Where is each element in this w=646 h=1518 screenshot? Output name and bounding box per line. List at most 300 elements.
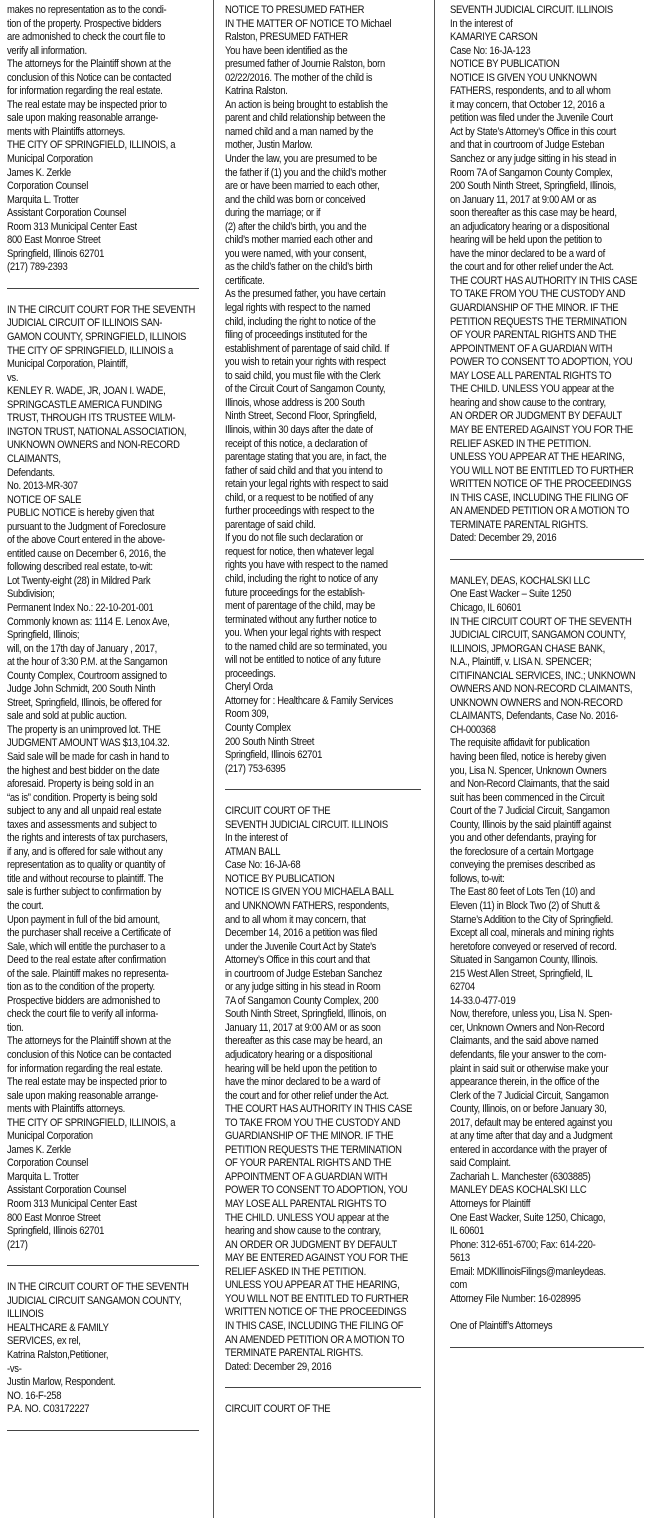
notice-divider (225, 789, 421, 790)
notice-divider (7, 288, 199, 289)
legal-notice (7, 1281, 199, 1416)
notice-line: The property is an unimproved lot. THE (7, 723, 161, 736)
notice-line: at the hour of 3:30 P.M. at the Sangamon (7, 656, 168, 669)
notice-line: (217) 753-6395 (225, 762, 286, 775)
notice-line: In the interest of (225, 832, 288, 845)
column-1 (7, 4, 199, 1446)
notice-line: Clerk of the 7 Judicial Circuit, Sangamon (450, 1089, 609, 1102)
notice-divider (225, 1387, 421, 1388)
notice-line: NOTICE BY PUBLICATION (450, 58, 560, 71)
notice-line: defendants, file your answer to the com- (450, 1049, 607, 1062)
notice-line: January 11, 2017 at 9:00 AM or as soon (225, 1021, 381, 1034)
notice-line: POWER TO CONSENT TO ADOPTION, YOU (450, 356, 633, 369)
notice-line: OWNERS AND NON-RECORD CLAIMANTS, (450, 683, 633, 696)
notice-line: Ninth Street, Second Floor, Springfield, (225, 410, 377, 423)
notice-line: you wish to retain your rights with respect (225, 356, 386, 369)
notice-line: NOTICE TO PRESUMED FATHER (225, 4, 365, 16)
notice-line: (217) (7, 1238, 28, 1251)
notice-line: for information regarding the real estate. (7, 85, 163, 98)
notice-line: child, including the right to notice of any (225, 572, 378, 585)
notice-line: have the minor declared to be a ward of (450, 247, 605, 260)
notice-line: NOTICE OF SALE (7, 493, 82, 506)
legal-notice (225, 1403, 421, 1417)
notice-divider (7, 1430, 199, 1431)
notice-line: Subdivision; (7, 588, 55, 601)
notice-line: sale upon making reasonable arrange- (7, 1089, 159, 1102)
notice-line: YOU WILL NOT BE ENTITLED TO FURTHER (450, 464, 634, 477)
notice-line: filing of proceedings instituted for the (225, 329, 368, 342)
notice-line: Defendants. (7, 466, 55, 479)
notice-line: Assistant Corporation Counsel (7, 1184, 127, 1197)
notice-line: SEVENTH JUDICIAL CIRCUIT. ILLINOIS (225, 818, 388, 831)
notice-line: 200 South Ninth Street, Springfield, Illinois, (450, 180, 617, 193)
notice-line: tion of the property. Prospective bidders (7, 17, 162, 30)
notice-line: Springfield, Illinois 62701 (225, 749, 323, 762)
notice-line: proceedings. (225, 667, 276, 680)
notice-line: following described real estate, to-wit: (7, 561, 153, 574)
notice-line: ILLINOIS, JPMORGAN CHASE BANK, (450, 642, 605, 655)
notice-line: ILLINOIS (7, 1308, 44, 1321)
notice-line: One of Plaintiff’s Attorneys (450, 1319, 553, 1332)
notice-line: MANLEY DEAS KOCHALSKI LLC (450, 1184, 587, 1197)
notice-line: AN ORDER OR JUDGMENT BY DEFAULT (450, 410, 623, 423)
notice-line: appearance therein, in the office of the (450, 1076, 600, 1089)
notice-line: Katrina Ralston. (225, 85, 288, 98)
notice-line: Attorney for : Healthcare & Family Services (225, 694, 393, 707)
notice-line: Attorney’s Office in this court and that (225, 954, 370, 967)
notice-line: entitled cause on December 6, 2016, the (7, 547, 166, 560)
notice-line: Attorneys for Plaintiff (450, 1198, 531, 1211)
notice-line: THE CHILD. UNLESS YOU appear at the (450, 383, 614, 396)
notice-line: AN AMENDED PETITION OR A MOTION TO (225, 1333, 405, 1346)
notice-line: You have been identified as the (225, 44, 348, 57)
notice-line: IN THE MATTER OF NOTICE TO Michael (225, 17, 392, 30)
notice-line: One East Wacker, Suite 1250, Chicago, (450, 1211, 606, 1224)
notice-line: One East Wacker – Suite 1250 (450, 588, 572, 601)
notice-line: Springfield, Illinois 62701 (7, 247, 105, 260)
notice-line: will not be entitled to notice of any future (225, 654, 381, 667)
notice-line: County, Illinois by the said plaintiff against (450, 818, 611, 831)
notice-divider (450, 559, 644, 560)
notice-line: 02/22/2016. The mother of the child is (225, 71, 373, 84)
legal-notice (225, 805, 421, 1374)
notice-line: KAMARIYE CARSON (450, 31, 538, 44)
notice-line: 800 East Monroe Street (7, 1211, 101, 1224)
column-3 (450, 4, 644, 1363)
notice-line: The real estate may be inspected prior to (7, 1076, 167, 1089)
notice-line: MAY BE ENTERED AGAINST YOU FOR THE (450, 423, 633, 436)
notice-line: December 14, 2016 a petition was filed (225, 927, 378, 940)
notice-line: tion as to the condition of the property. (7, 981, 155, 994)
notice-line: to the named child are so terminated, you (225, 640, 387, 653)
notice-line: of the Circuit Court of Sangamon County, (225, 383, 386, 396)
notice-line: named child and a man named by the (225, 125, 374, 138)
notice-line: AN ORDER OR JUDGMENT BY DEFAULT (225, 1238, 398, 1251)
notice-line: JUDICIAL CIRCUIT OF ILLINOIS SAN- (7, 317, 163, 330)
notice-line: PETITION REQUESTS THE TERMINATION (450, 315, 627, 328)
notice-line: SEVENTH JUDICIAL CIRCUIT. ILLINOIS (450, 4, 613, 16)
notice-line: thereafter as this case may be heard, an (225, 1035, 383, 1048)
notice-line: NOTICE IS GIVEN YOU UNKNOWN (450, 71, 597, 84)
notice-line: the court and for other relief under the Act. (225, 1089, 389, 1102)
notice-line: establishment of parentage of said child. If (225, 342, 389, 355)
notice-line: MAY LOSE ALL PARENTAL RIGHTS TO (450, 369, 612, 382)
notice-line: will, on the 17th day of January , 2017, (7, 642, 157, 655)
notice-line: sale is further subject to confirmation by (7, 886, 162, 899)
notice-line: Starne’s Addition to the City of Springfield. (450, 913, 613, 926)
notice-line: UNLESS YOU APPEAR AT THE HEARING, (450, 451, 625, 464)
notice-line: Municipal Corporation, Plaintiff, (7, 358, 128, 371)
notice-line: CH-000368 (450, 723, 496, 736)
notice-line: KENLEY R. WADE, JR, JOAN I. WADE, (7, 385, 166, 398)
notice-line: hearing will be held upon the petition to (450, 234, 602, 247)
notice-line: the father if (1) you and the child’s mother (225, 166, 387, 179)
notice-line: YOU WILL NOT BE ENTITLED TO FURTHER (225, 1292, 409, 1305)
notice-line: N.A., Plaintiff, v. LISA N. SPENCER; (450, 656, 592, 669)
notice-line: 5613 (450, 1252, 470, 1265)
notice-line: child, or a request to be notified of any (225, 491, 374, 504)
notice-line: during the marriage; or if (225, 207, 321, 220)
notice-line: you and other defendants, praying for (450, 832, 597, 845)
notice-line: Springfield, Illinois 62701 (7, 1225, 105, 1238)
notice-line: Cheryl Orda (225, 681, 273, 694)
notice-line: The attorneys for the Plaintiff shown at the (7, 1035, 171, 1048)
notice-line: ments with Plaintiffs attorneys. (7, 1103, 125, 1116)
notice-line: SERVICES, ex rel, (7, 1335, 81, 1348)
notice-line: CLAIMANTS, Defendants, Case No. 2016- (450, 710, 619, 723)
legal-notice (450, 575, 644, 1334)
notice-line: APPOINTMENT OF A GUARDIAN WITH (225, 1170, 388, 1183)
notice-line: certificate. (225, 274, 265, 287)
notice-line: Room 313 Municipal Center East (7, 1198, 137, 1211)
notice-line: verify all information. (7, 44, 87, 57)
notice-line: THE COURT HAS AUTHORITY IN THIS CASE (450, 274, 638, 287)
notice-line: MANLEY, DEAS, KOCHALSKI LLC (450, 574, 590, 587)
notice-line: Court of the 7 Judicial Circuit, Sangamon (450, 805, 610, 818)
notice-line: presumed father of Journie Ralston, born (225, 58, 385, 71)
notice-line: and the child was born or conceived (225, 193, 366, 206)
notice-line: Corporation Counsel (7, 180, 89, 193)
notice-line: the court and for other relief under the Act. (450, 261, 614, 274)
notice-line: MAY BE ENTERED AGAINST YOU FOR THE (225, 1252, 408, 1265)
notice-line: on January 11, 2017 at 9:00 AM or as (450, 193, 597, 206)
notice-line: sale and sold at public auction. (7, 710, 127, 723)
notice-line: Judge John Schmidt, 200 South Ninth (7, 683, 156, 696)
notice-line: heretofore conveyed or reserved of record. (450, 940, 617, 953)
notice-line: THE CHILD. UNLESS YOU appear at the (225, 1211, 389, 1224)
notice-line: at any time after that day and a Judgment (450, 1130, 613, 1143)
notice-line: Phone: 312-651-6700; Fax: 614-220- (450, 1238, 596, 1251)
notice-line: are admonished to check the court file to (7, 31, 166, 44)
notice-line: Commonly known as: 1114 E. Lenox Ave, (7, 615, 170, 628)
notice-line: in courtroom of Judge Esteban Sanchez (225, 967, 383, 980)
notice-line: having been filed, notice is hereby given (450, 750, 606, 763)
notice-line: UNKNOWN OWNERS and NON-RECORD (450, 696, 623, 709)
notice-line: have the minor declared to be a ward of (225, 1076, 380, 1089)
legal-notice (7, 4, 199, 275)
notice-line: Upon payment in full of the bid amount, (7, 913, 160, 926)
notice-line: THE COURT HAS AUTHORITY IN THIS CASE (225, 1103, 413, 1116)
notice-line: PETITION REQUESTS THE TERMINATION (225, 1143, 402, 1156)
notice-line: If you do not file such declaration or (225, 532, 363, 545)
notice-line: NO. 16-F-258 (7, 1389, 62, 1402)
notice-line: IN THE CIRCUIT COURT FOR THE SEVENTH (7, 303, 196, 316)
notice-line: Zachariah L. Manchester (6303885) (450, 1170, 591, 1183)
notice-line: P.A. NO. C03172227 (7, 1403, 90, 1416)
notice-line: APPOINTMENT OF A GUARDIAN WITH (450, 342, 613, 355)
notice-line: Illinois, within 30 days after the date of (225, 423, 373, 436)
notice-line: retain your legal rights with respect to said (225, 478, 389, 491)
notice-line: an adjudicatory hearing or a dispositional (450, 220, 610, 233)
notice-line: 2017, default may be entered against you (450, 1116, 613, 1129)
notice-line: Attorney File Number: 16-028995 (450, 1292, 581, 1305)
notice-line: Now, therefore, unless you, Lisa N. Spen- (450, 1008, 613, 1021)
notice-line: Katrina Ralston,Petitioner, (7, 1348, 109, 1361)
notice-line: Room 7A of Sangamon County Complex, (450, 166, 613, 179)
notice-line: Chicago, IL 60601 (450, 601, 522, 614)
notice-line: parent and child relationship between the (225, 112, 386, 125)
notice-line: IN THIS CASE, INCLUDING THE FILING OF (450, 491, 629, 504)
notice-line: Email: MDKIllinoisFilings@manleydeas. (450, 1265, 606, 1278)
notice-line: CLAIMANTS, (7, 452, 61, 465)
notice-line: (2) after the child’s birth, you and the (225, 220, 367, 233)
notice-line: IN THE CIRCUIT COURT OF THE SEVENTH (450, 615, 632, 628)
notice-line: you were named, with your consent, (225, 247, 367, 260)
notice-line: hearing and show cause to the contrary, (450, 396, 606, 409)
column-rule-1 (213, 0, 214, 1518)
notice-line: Deed to the real estate after confirmation (7, 954, 166, 967)
notice-line: Illinois, whose address is 200 South (225, 396, 365, 409)
notice-line: of the sale. Plaintiff makes no representa- (7, 967, 169, 980)
notice-line: follows, to-wit: (450, 872, 505, 885)
notice-line: Case No: 16-JA-68 (225, 859, 301, 872)
notice-line: NOTICE BY PUBLICATION (225, 872, 335, 885)
notice-line: Dated: December 29, 2016 (225, 1360, 332, 1373)
notice-line: the foreclosure of a certain Mortgage (450, 845, 594, 858)
notice-line: Act by State’s Attorney’s Office in this court (450, 125, 616, 138)
notice-line: County Complex (225, 721, 291, 734)
notice-line: An action is being brought to establish the (225, 98, 388, 111)
notice-line: GUARDIANSHIP OF THE MINOR. IF THE (450, 302, 619, 315)
notice-line: IN THE CIRCUIT COURT OF THE SEVENTH (7, 1281, 189, 1294)
notice-line: ments with Plaintiffs attorneys. (7, 125, 125, 138)
notice-line: Assistant Corporation Counsel (7, 207, 127, 220)
notice-line: 62704 (450, 981, 475, 994)
notice-line: plaint in said suit or otherwise make your (450, 1062, 609, 1075)
notice-line: ATMAN BALL (225, 845, 281, 858)
notice-line: UNLESS YOU APPEAR AT THE HEARING, (225, 1279, 400, 1292)
notice-line: FATHERS, respondents, and to all whom (450, 85, 611, 98)
notice-line: OF YOUR PARENTAL RIGHTS AND THE (450, 329, 617, 342)
notice-line: Springfield, Illinois; (7, 629, 80, 642)
notice-line: the purchaser shall receive a Certificate of (7, 927, 171, 940)
notice-line: Justin Marlow, Respondent. (7, 1376, 116, 1389)
notice-line: Municipal Corporation (7, 153, 93, 166)
notice-line: aforesaid. Property is being sold in an (7, 778, 154, 791)
notice-line: father of said child and that you intend to (225, 464, 383, 477)
notice-line: conveying the premises described as (450, 859, 596, 872)
notice-line: James K. Zerkle (7, 1143, 71, 1156)
notice-line: said Complaint. (450, 1157, 511, 1170)
notice-line: Corporation Counsel (7, 1157, 89, 1170)
notice-line: conclusion of this Notice can be contacted (7, 1049, 172, 1062)
notice-line: The real estate may be inspected prior to (7, 98, 167, 111)
notice-line: RELIEF ASKED IN THE PETITION. (450, 437, 591, 450)
notice-line: CIRCUIT COURT OF THE (225, 805, 331, 818)
notice-line: Sanchez or any judge sitting in his stead in (450, 153, 617, 166)
notice-divider (7, 1265, 199, 1266)
notice-line: and that in courtroom of Judge Esteban (450, 139, 605, 152)
notice-line: The East 80 feet of Lots Ten (10) and (450, 886, 595, 899)
notice-line: Claimants, and the said above named (450, 1035, 599, 1048)
notice-line: SPRINGCASTLE AMERICA FUNDING (7, 398, 163, 411)
notice-line: AN AMENDED PETITION OR A MOTION TO (450, 505, 630, 518)
notice-line: for information regarding the real estate. (7, 1062, 163, 1075)
notice-line: IN THIS CASE, INCLUDING THE FILING OF (225, 1319, 404, 1332)
notice-line: THE CITY OF SPRINGFIELD, ILLINOIS, a (7, 139, 176, 152)
notice-line: under the Juvenile Court Act by State’s (225, 940, 377, 953)
notice-line: check the court file to verify all informa- (7, 1008, 159, 1021)
notice-line: County Complex, Courtroom assigned to (7, 669, 167, 682)
notice-line: Street, Springfield, Illinois, be offered for (7, 696, 162, 709)
notice-line (450, 1306, 644, 1320)
notice-line: 200 South Ninth Street (225, 735, 315, 748)
notice-line: if any, and is offered for sale without any (7, 845, 163, 858)
notice-line: suit has been commenced in the Circuit (450, 791, 605, 804)
notice-line: conclusion of this Notice can be contacted (7, 71, 172, 84)
notice-line: parentage of said child. (225, 518, 316, 531)
legal-notice (225, 4, 421, 776)
notice-line: TERMINATE PARENTAL RIGHTS. (450, 518, 588, 531)
notice-line: representation as to quality or quantity of (7, 859, 165, 872)
notice-line: request for notice, then whatever legal (225, 545, 374, 558)
notice-line: legal rights with respect to the named (225, 302, 371, 315)
notice-line: UNKNOWN OWNERS and NON-RECORD (7, 439, 180, 452)
notice-line: GUARDIANSHIP OF THE MINOR. IF THE (225, 1130, 394, 1143)
notice-line: 7A of Sangamon County Complex, 200 (225, 994, 379, 1007)
notice-line: IL 60601 (450, 1225, 485, 1238)
notice-line: vs. (7, 371, 19, 384)
notice-line: HEALTHCARE & FAMILY (7, 1321, 109, 1334)
notice-line: Prospective bidders are admonished to (7, 994, 160, 1007)
notice-line: JUDGMENT AMOUNT WAS $13,104.32. (7, 737, 170, 750)
notice-line: tion. (7, 1021, 24, 1034)
notice-line: or any judge sitting in his stead in Room (225, 981, 381, 994)
notice-line: WRITTEN NOTICE OF THE PROCEEDINGS (450, 478, 632, 491)
notice-line: CITIFINANCIAL SERVICES, INC.; UNKNOWN (450, 669, 636, 682)
notice-line: further proceedings with respect to the (225, 505, 375, 518)
notice-line: as the child’s father on the child’s birth (225, 261, 373, 274)
notice-line: the rights and interests of tax purchasers, (7, 832, 168, 845)
notice-line: The requisite affidavit for publication (450, 737, 590, 750)
notice-line: THE CITY OF SPRINGFIELD, ILLINOIS a (7, 344, 173, 357)
notice-line: taxes and assessments and subject to (7, 818, 157, 831)
column-2 (225, 4, 421, 1417)
notice-line: JUDICIAL CIRCUIT SANGAMON COUNTY, (7, 1294, 182, 1307)
notice-line: rights you have with respect to the named (225, 559, 388, 572)
notice-line: Marquita L. Trotter (7, 193, 79, 206)
notice-line: Dated: December 29, 2016 (450, 532, 557, 545)
legal-notice (7, 304, 199, 1252)
notice-line: INGTON TRUST, NATIONAL ASSOCIATION, (7, 425, 187, 438)
notice-line: subject to any and all unpaid real estate (7, 805, 162, 818)
notice-line: TERMINATE PARENTAL RIGHTS. (225, 1347, 363, 1360)
notice-line: title and without recourse to plaintiff. The (7, 872, 164, 885)
notice-line: MAY LOSE ALL PARENTAL RIGHTS TO (225, 1198, 387, 1211)
notice-line: and to all whom it may concern, that (225, 913, 366, 926)
notice-line: and Non-Record Claimants, that the said (450, 778, 610, 791)
notice-line: TRUST, THROUGH ITS TRUSTEE WILM- (7, 412, 176, 425)
notice-line: James K. Zerkle (7, 166, 71, 179)
notice-line: and UNKNOWN FATHERS, respondents, (225, 900, 389, 912)
notice-line: hearing will be held upon the petition to (225, 1062, 377, 1075)
notice-line: of the above Court entered in the above- (7, 534, 165, 547)
notice-line: soon thereafter as this case may be heard, (450, 207, 617, 220)
notice-line: parentage stating that you are, in fact, the (225, 451, 387, 464)
notice-line: cer, Unknown Owners and Non-Record (450, 1021, 605, 1034)
notice-line: JUDICIAL CIRCUIT, SANGAMON COUNTY, (450, 629, 626, 642)
notice-line: Permanent Index No.: 22-10-201-001 (7, 601, 154, 614)
notice-line: 800 East Monroe Street (7, 234, 101, 247)
notice-line: -vs- (7, 1362, 22, 1375)
notice-line: RELIEF ASKED IN THE PETITION. (225, 1265, 366, 1278)
notice-line: “as is” condition. Property is being sold (7, 791, 158, 804)
notice-line: are or have been married to each other, (225, 180, 380, 193)
notice-line: pursuant to the Judgment of Foreclosure (7, 520, 166, 533)
notice-line: entered in accordance with the prayer of (450, 1143, 607, 1156)
notice-line: Situated in Sangamon County, Illinois. (450, 954, 598, 967)
notice-line: Marquita L. Trotter (7, 1170, 79, 1183)
notice-line: (217) 789-2393 (7, 261, 68, 274)
notice-line: Case No: 16-JA-123 (450, 44, 531, 57)
notice-line: The attorneys for the Plaintiff shown at the (7, 58, 171, 71)
notice-line: Municipal Corporation (7, 1130, 93, 1143)
notice-line: CIRCUIT COURT OF THE (225, 1403, 331, 1416)
notice-line: Room 309, (225, 708, 269, 721)
notice-line: NOTICE IS GIVEN YOU MICHAELA BALL (225, 886, 394, 899)
notice-line: In the interest of (450, 17, 513, 30)
notice-line: mother, Justin Marlow. (225, 139, 313, 152)
notice-line: receipt of this notice, a declaration of (225, 437, 368, 450)
notice-line: you. When your legal rights with respect (225, 627, 381, 640)
notice-line: TO TAKE FROM YOU THE CUSTODY AND (225, 1116, 401, 1129)
notice-line: POWER TO CONSENT TO ADOPTION, YOU (225, 1184, 408, 1197)
notice-line: to said child, you must file with the Clerk (225, 369, 381, 382)
notice-line: Said sale will be made for cash in hand to (7, 750, 169, 763)
notice-line: sale upon making reasonable arrange- (7, 112, 159, 125)
notice-line: Under the law, you are presumed to be (225, 153, 377, 166)
notice-line: ment of parentage of the child, may be (225, 600, 376, 613)
notice-line: the highest and best bidder on the date (7, 764, 160, 777)
notice-line: child’s mother married each other and (225, 234, 373, 247)
notice-line: PUBLIC NOTICE is hereby given that (7, 507, 154, 520)
notice-line: South Ninth Street, Springfield, Illinois, on (225, 1008, 387, 1021)
notice-line: Room 313 Municipal Center East (7, 220, 137, 233)
notice-line: it may concern, that October 12, 2016 a (450, 98, 605, 111)
notice-line: petition was filed under the Juvenile Court (450, 112, 613, 125)
notice-line: 14-33.0-477-019 (450, 994, 516, 1007)
notice-line: com (450, 1279, 467, 1292)
notice-line: As the presumed father, you have certain (225, 288, 386, 301)
notice-line: child, including the right to notice of the (225, 315, 376, 328)
notice-divider (450, 1347, 644, 1348)
notice-line: makes no representation as to the condi- (7, 4, 167, 16)
notice-line: terminated without any further notice to (225, 613, 377, 626)
column-rule-2 (434, 0, 435, 1518)
notice-line: the court. (7, 900, 44, 912)
notice-line: THE CITY OF SPRINGFIELD, ILLINOIS, a (7, 1116, 176, 1129)
notice-line: GAMON COUNTY, SPRINGFIELD, ILLINOIS (7, 331, 187, 344)
